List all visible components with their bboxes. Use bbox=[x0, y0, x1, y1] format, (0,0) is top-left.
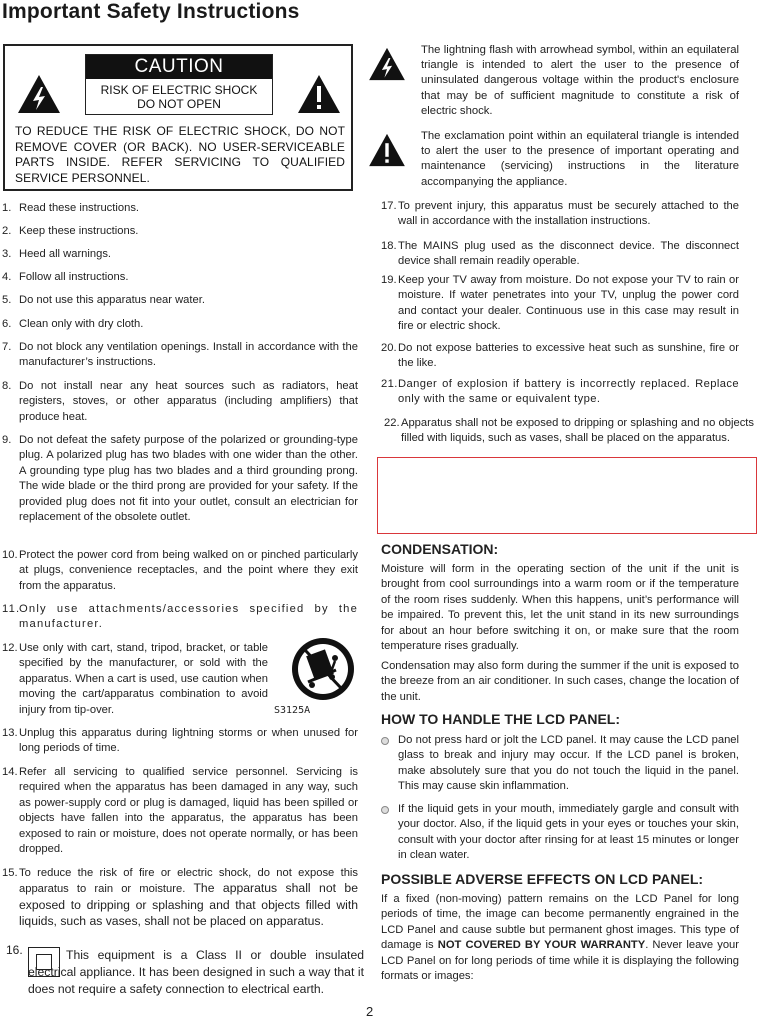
adverse-effects-heading: POSSIBLE ADVERSE EFFECTS ON LCD PANEL: bbox=[381, 871, 704, 887]
page-title: Important Safety Instructions bbox=[2, 0, 300, 23]
lcd-handling-bullet-1: Do not press hard or jolt the LCD panel. It may cause the LCD panel glass to break and injury may occur. If the LCD panel is broken, make absolutely sure that you do not touch the liquid in the panel. This may cause skin inflammation. bbox=[398, 734, 739, 793]
list-item: 15. To reduce the risk of fire or electric shock, do not expose this apparatus to rain or moisture. The apparatus shall not be exposed to dripping or splashing and that objects filled with liquids, such as vases, shall not be placed on apparatus. bbox=[2, 867, 358, 929]
highlight-box bbox=[377, 457, 757, 534]
cart-tip-over-icon bbox=[290, 636, 356, 702]
condensation-paragraph-2: Condensation may also form during the summer if the unit is exposed to the breeze from an air conditioner. In such cases, change the location of the unit. bbox=[381, 660, 739, 703]
caution-line-1: RISK OF ELECTRIC SHOCK bbox=[100, 83, 258, 97]
list-item: 17. To prevent injury, this apparatus must be securely attached to the wall in accordance with the installation instructions. bbox=[381, 200, 739, 228]
list-item: 4. Follow all instructions. bbox=[2, 271, 129, 283]
cart-symbol-label: S3125A bbox=[274, 705, 311, 716]
caution-body: TO REDUCE THE RISK OF ELECTRIC SHOCK, DO NOT REMOVE COVER (OR BACK). NO USER-SERVICEABLE PARTS INSIDE. REFER SERVICING TO QUALIFIED SERVICE PERSONNEL. bbox=[15, 124, 345, 185]
list-item: 13. Unplug this apparatus during lightning storms or when unused for long periods of time. bbox=[2, 727, 358, 755]
exclamation-triangle-icon bbox=[297, 74, 341, 114]
exclamation-symbol-explanation bbox=[368, 129, 740, 193]
caution-label bbox=[85, 54, 273, 115]
condensation-heading: CONDENSATION: bbox=[381, 541, 499, 557]
list-item: 1. Read these instructions. bbox=[2, 202, 140, 214]
list-item: This equipment is a Class II or double insulated electrical appliance. It has been designed in such a way that it does not require a safety connection to electrical earth. bbox=[28, 948, 364, 996]
list-item: 6. Clean only with dry cloth. bbox=[2, 318, 144, 330]
list-item: 12. Use only with cart, stand, tripod, bracket, or table specified by the manufacturer, or sold with the apparatus. When a cart is used, use caution when moving the cart/apparatus combination to avoid injury from tip-over. bbox=[2, 642, 268, 716]
list-item: 19. Keep your TV away from moisture. Do not expose your TV to rain or moisture. If water penetrates into your TV, unplug the power cord and contact your dealer. Continuous use in this case may result in fire or electric shock. bbox=[381, 274, 739, 333]
exclamation-symbol-text: The exclamation point within an equilateral triangle is intended to alert the user to the presence of important operating and maintenance (servicing) instructions in the literature accompanying the appliance. bbox=[421, 130, 739, 188]
caution-heading: CAUTION bbox=[86, 55, 272, 79]
exclamation-triangle-icon bbox=[368, 133, 406, 167]
page-number: 2 bbox=[366, 1004, 374, 1019]
lightning-symbol-text: The lightning flash with arrowhead symbol, within an equilateral triangle is intended to alert the user to the presence of uninsulated dangerous voltage within the product's enclosure that may be of sufficient magnitude to constitute a risk of electric shock. bbox=[421, 44, 739, 117]
caution-box bbox=[3, 44, 353, 191]
list-item-number: 16. bbox=[6, 943, 23, 957]
bullet-icon bbox=[381, 737, 389, 745]
list-item: 11. Only use attachments/accessories specified by the manufacturer. bbox=[2, 603, 358, 631]
caution-line-2: DO NOT OPEN bbox=[137, 97, 221, 111]
lcd-handling-bullet-2: If the liquid gets in your mouth, immediately gargle and consult with your doctor. Also, if the liquid gets in your eyes or touches your skin, consult with your doctor after rinsing for at least 15 minutes or longer in clean water. bbox=[398, 803, 739, 862]
list-item: 10. Protect the power cord from being walked on or pinched particularly at plugs, convenience receptacles, and the point where they exit from the apparatus. bbox=[2, 549, 358, 592]
bullet-icon bbox=[381, 806, 389, 814]
list-item: 8. Do not install near any heat sources such as radiators, heat registers, stoves, or other apparatus (including amplifiers) that produce heat. bbox=[2, 380, 358, 423]
list-item: 9. Do not defeat the safety purpose of the polarized or grounding-type plug. A polarized plug has two blades with one wider than the other. A grounding type plug has two blades and a third grounding prong. The wide blade or the third prong are provided for your safety. If the provided plug does not fit into your outlet, consult an electrician for replacement of the obsolete outlet. bbox=[2, 434, 358, 524]
lightning-triangle-icon bbox=[368, 47, 406, 81]
lcd-handling-heading: HOW TO HANDLE THE LCD PANEL: bbox=[381, 711, 621, 727]
list-item: 18. The MAINS plug used as the disconnect device. The disconnect device shall remain readily operable. bbox=[381, 240, 739, 268]
list-item: 3. Heed all warnings. bbox=[2, 248, 112, 260]
list-item: 7. Do not block any ventilation openings. Install in accordance with the manufacturer’s instructions. bbox=[2, 341, 358, 369]
list-item: 21. Danger of explosion if battery is incorrectly replaced. Replace only with the same or equivalent type. bbox=[381, 378, 739, 406]
condensation-paragraph-1: Moisture will form in the operating section of the unit if the unit is brought from cool surroundings into a warm room or if the temperature of the room rises suddenly. When this happens, unit’s performance will be impaired. To prevent this, let the unit stand in its new surroundings for about an hour before switching it on, or make sure that the room temperature rises gradually. bbox=[381, 563, 739, 653]
list-item: 20. Do not expose batteries to excessive heat such as sunshine, fire or the like. bbox=[381, 342, 739, 370]
list-item: 5. Do not use this apparatus near water. bbox=[2, 294, 205, 306]
lightning-symbol-explanation bbox=[368, 43, 740, 123]
warranty-notice: NOT COVERED BY YOUR WARRANTY bbox=[437, 939, 646, 952]
list-item: 2. Keep these instructions. bbox=[2, 225, 139, 237]
list-item: 14. Refer all servicing to qualified service personnel. Servicing is required when the apparatus has been damaged in any way, such as power-supply cord or plug is damaged, liquid has been spilled or objects have fallen into the apparatus, the apparatus has been exposed to rain or moisture, does not operate normally, or has been dropped. bbox=[2, 766, 358, 856]
adverse-effects-paragraph: If a fixed (non-moving) pattern remains on the LCD Panel for long periods of time, the image can become permanently engrained in the LCD Panel and cause subtle but permanent ghost images. This type of damage is NOT COVERED BY YOUR WARRANTY. Never leave your LCD Panel on for long periods of time while it is displaying the following formats or images: bbox=[381, 893, 739, 983]
list-item: 22. Apparatus shall not be exposed to dripping or splashing and no objects filled with liquids, such as vases, shall be placed on the apparatus. bbox=[384, 417, 754, 445]
lightning-triangle-icon bbox=[17, 74, 61, 114]
